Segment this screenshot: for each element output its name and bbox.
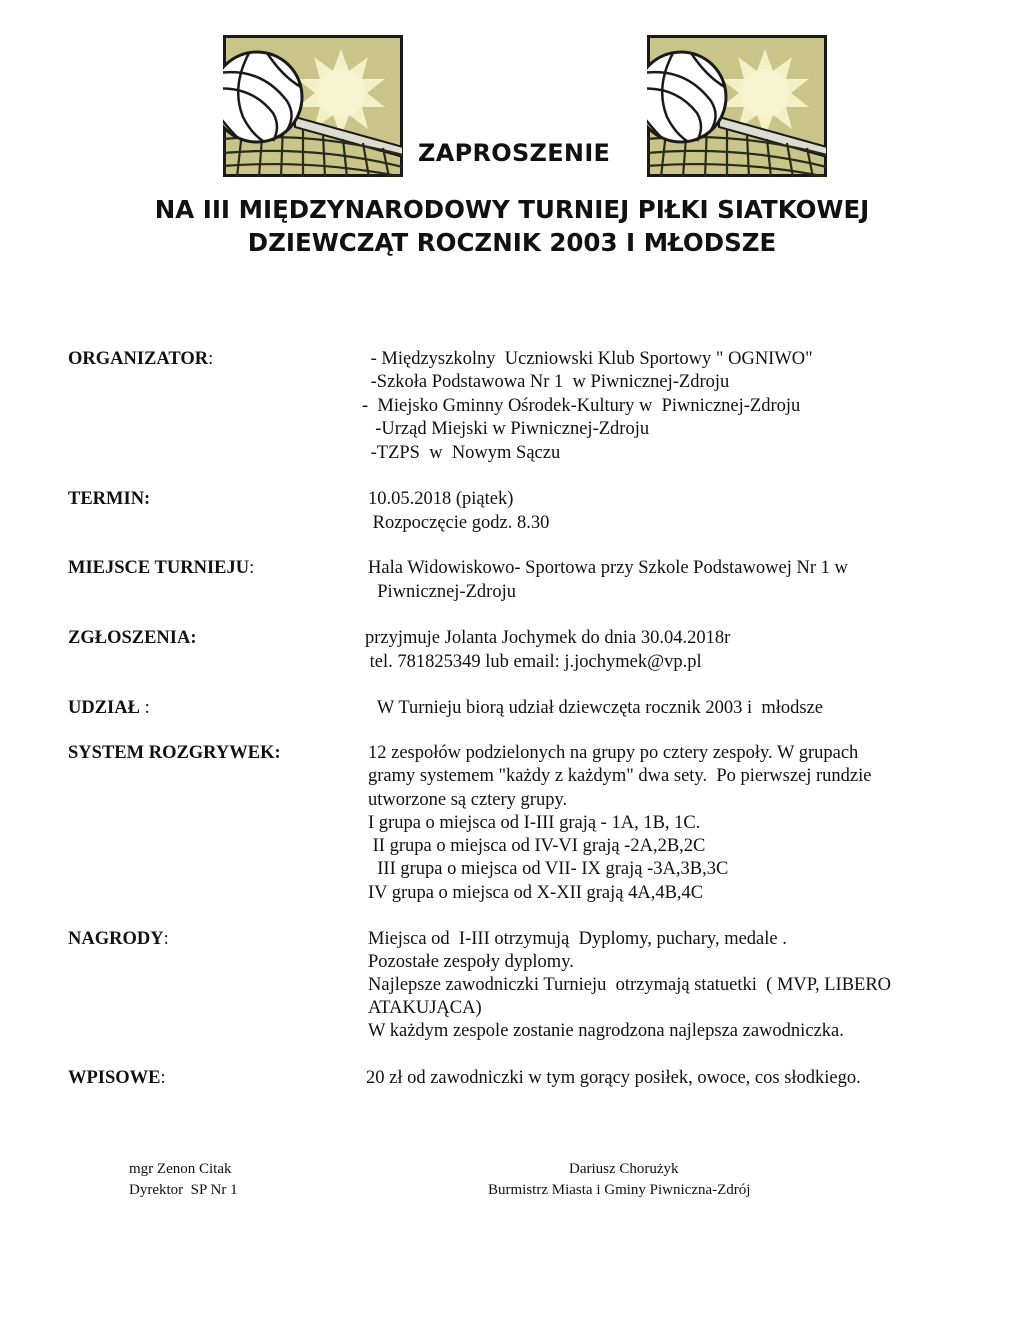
label-wpisowe: WPISOWE: — [68, 1068, 166, 1088]
invitation-title: ZAPROSZENIE — [418, 139, 611, 167]
system-line: I grupa o miejsca od I-III grają - 1A, 1B, 1C. — [368, 813, 701, 833]
signature-right-name: Dariusz Chorużyk — [569, 1161, 679, 1177]
organizator-line: - Miejsko Gminny Ośrodek-Kultury w Piwnicznej-Zdroju — [362, 396, 801, 416]
miejsce-line: Piwnicznej-Zdroju — [368, 582, 516, 602]
volleyball-logo-right — [647, 35, 827, 177]
miejsce-line: Hala Widowiskowo- Sportowa przy Szkole Podstawowej Nr 1 w — [368, 558, 848, 578]
termin-line: Rozpoczęcie godz. 8.30 — [368, 513, 550, 533]
system-line: utworzone są cztery grupy. — [368, 790, 568, 810]
volleyball-net-sun-icon — [223, 35, 403, 177]
zgloszenia-line: tel. 781825349 lub email: j.jochymek@vp.pl — [365, 652, 702, 672]
system-line: II grupa o miejsca od IV-VI grają -2A,2B,2C — [368, 836, 706, 856]
udzial-line: W Turnieju biorą udział dziewczęta rocznik 2003 i młodsze — [368, 698, 824, 718]
system-line: IV grupa o miejsca od X-XII grają 4A,4B,4C — [368, 883, 704, 903]
label-udzial: UDZIAŁ : — [68, 698, 150, 718]
nagrody-line: Najlepsze zawodniczki Turnieju otrzymają statuetki ( MVP, LIBERO — [368, 975, 892, 995]
system-line: 12 zespołów podzielonych na grupy po cztery zespoły. W grupach — [368, 743, 859, 763]
signature-left-name: mgr Zenon Citak — [129, 1161, 232, 1177]
wpisowe-line: 20 zł od zawodniczki w tym gorący posiłek, owoce, cos słodkiego. — [366, 1068, 861, 1088]
termin-line: 10.05.2018 (piątek) — [368, 489, 514, 509]
organizator-line: -Urząd Miejski w Piwnicznej-Zdroju — [366, 419, 650, 439]
organizator-line: -TZPS w Nowym Sączu — [366, 443, 561, 463]
tournament-title-line1: NA III MIĘDZYNARODOWY TURNIEJ PIŁKI SIATKOWEJ — [154, 195, 870, 224]
nagrody-line: ATAKUJĄCA) — [368, 998, 482, 1018]
signature-right-role: Burmistrz Miasta i Gminy Piwniczna-Zdrój — [488, 1182, 751, 1198]
nagrody-line: W każdym zespole zostanie nagrodzona najlepsza zawodniczka. — [368, 1021, 844, 1041]
nagrody-line: Pozostałe zespoły dyplomy. — [368, 952, 574, 972]
label-nagrody: NAGRODY: — [68, 929, 169, 949]
tournament-title-line2: DZIEWCZĄT ROCZNIK 2003 I MŁODSZE — [247, 228, 777, 257]
signature-left-role: Dyrektor SP Nr 1 — [129, 1182, 238, 1198]
system-line: gramy systemem "każdy z każdym" dwa sety. Po pierwszej rundzie — [368, 766, 872, 786]
volleyball-logo-left — [223, 35, 403, 177]
volleyball-net-sun-icon — [647, 35, 827, 177]
organizator-line: -Szkoła Podstawowa Nr 1 w Piwnicznej-Zdroju — [366, 372, 730, 392]
organizator-line: - Międzyszkolny Uczniowski Klub Sportowy " OGNIWO" — [366, 349, 813, 369]
label-termin: TERMIN: — [68, 489, 151, 509]
label-zgloszenia: ZGŁOSZENIA: — [68, 628, 197, 648]
zgloszenia-line: przyjmuje Jolanta Jochymek do dnia 30.04.2018r — [365, 628, 731, 648]
nagrody-line: Miejsca od I-III otrzymują Dyplomy, puchary, medale . — [368, 929, 787, 949]
system-line: III grupa o miejsca od VII- IX grają -3A,3B,3C — [368, 859, 729, 879]
label-organizator: ORGANIZATOR: — [68, 349, 214, 369]
label-system: SYSTEM ROZGRYWEK: — [68, 743, 281, 763]
label-miejsce: MIEJSCE TURNIEJU: — [68, 558, 255, 578]
